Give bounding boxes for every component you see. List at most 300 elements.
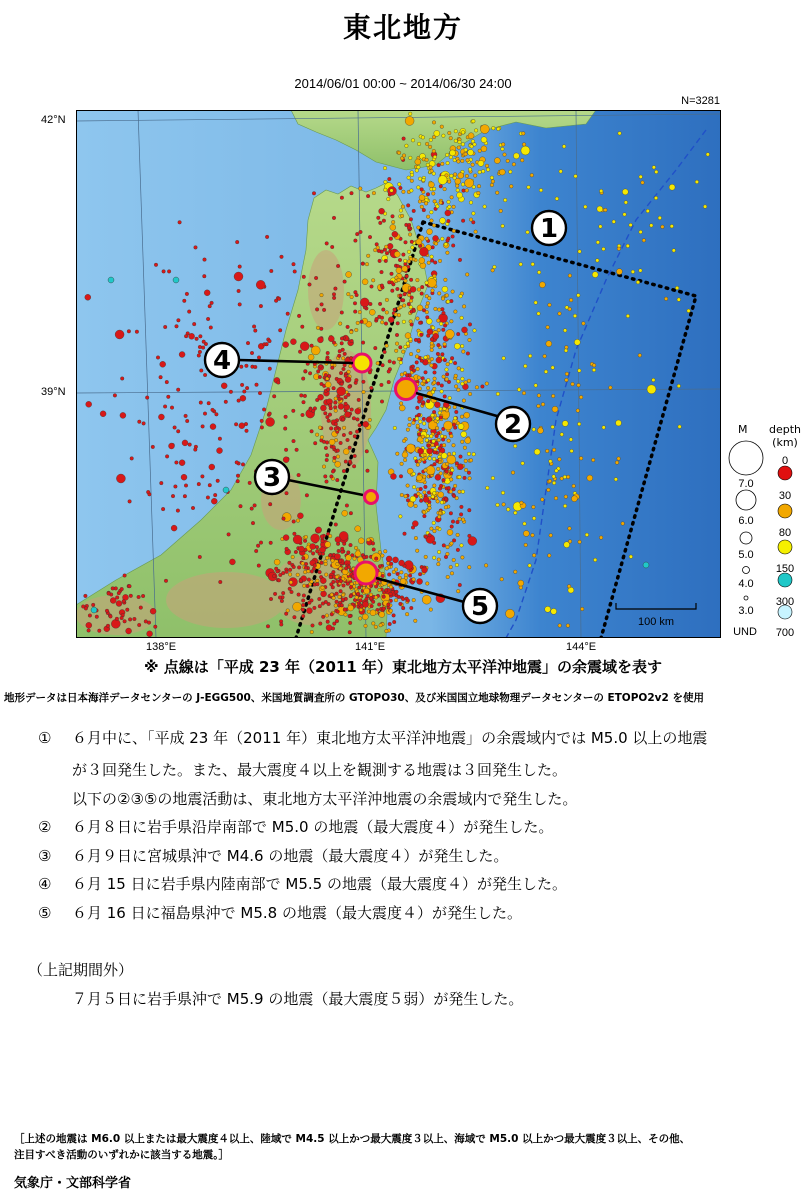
epicenter-dot xyxy=(335,580,339,584)
epicenter-dot xyxy=(365,450,369,454)
epicenter-dot xyxy=(350,408,354,412)
item-5 xyxy=(38,902,522,923)
epicenter-dot xyxy=(439,185,443,189)
epicenter-dot xyxy=(147,621,151,625)
epicenter-dot xyxy=(396,287,400,291)
epicenter-dot xyxy=(137,595,141,599)
epicenter-dot xyxy=(340,547,344,551)
epicenter-dot xyxy=(406,444,415,453)
epicenter-dot xyxy=(416,475,422,481)
epicenter-dot xyxy=(429,166,433,170)
epicenter-dot xyxy=(675,286,679,290)
epicenter-dot xyxy=(353,454,357,458)
epicenter-dot xyxy=(614,478,618,482)
epicenter-dot xyxy=(448,396,452,400)
epicenter-dot xyxy=(409,299,413,303)
epicenter-dot xyxy=(434,242,438,246)
epicenter-dot xyxy=(422,417,426,421)
svg-text:3: 3 xyxy=(262,463,282,493)
epicenter-dot xyxy=(412,472,416,476)
epicenter-dot xyxy=(411,581,415,585)
epicenter-dot xyxy=(534,449,540,455)
epicenter-dot xyxy=(398,258,402,262)
epicenter-dot xyxy=(456,589,460,593)
epicenter-dot xyxy=(433,200,437,204)
epicenter-dot xyxy=(387,573,391,577)
epicenter-dot xyxy=(355,596,359,600)
epicenter-dot xyxy=(176,509,180,513)
epicenter-dot xyxy=(472,452,476,456)
epicenter-dot xyxy=(347,393,351,397)
epicenter-dot xyxy=(427,448,433,454)
epicenter-dot xyxy=(400,571,404,575)
epicenter-dot xyxy=(465,179,474,188)
epicenter-dot xyxy=(537,428,543,434)
epicenter-dot xyxy=(206,317,210,321)
epicenter-dot xyxy=(360,605,364,609)
epicenter-map[interactable] xyxy=(76,110,721,638)
epicenter-dot xyxy=(331,366,335,370)
epicenter-dot xyxy=(303,539,307,543)
epicenter-dot xyxy=(197,482,201,486)
epicenter-dot xyxy=(450,542,454,546)
epicenter-dot xyxy=(224,400,228,404)
epicenter-dot xyxy=(369,302,373,306)
epicenter-dot xyxy=(430,219,434,223)
epicenter-dot xyxy=(562,145,566,149)
epicenter-dot xyxy=(304,562,308,566)
epicenter-dot xyxy=(427,261,431,265)
epicenter-dot xyxy=(530,173,534,177)
epicenter-dot xyxy=(218,437,222,441)
epicenter-dot xyxy=(549,534,553,538)
epicenter-dot xyxy=(300,342,309,351)
epicenter-dot xyxy=(147,631,153,637)
legend-m-3: 3.0 xyxy=(738,605,754,617)
outside-period-text: ７月５日に岩手県沖で M5.9 の地震（最大震度５弱）が発生した。 xyxy=(72,990,524,1008)
epicenter-dot xyxy=(427,378,431,382)
footnote-line-2: 注目すべき活動のいずれかに該当する地震。］ xyxy=(14,1149,230,1161)
epicenter-dot xyxy=(329,439,335,445)
epicenter-dot xyxy=(499,209,503,213)
epicenter-dot xyxy=(639,269,643,273)
epicenter-dot xyxy=(337,549,341,553)
epicenter-dot xyxy=(534,301,538,305)
epicenter-dot xyxy=(626,244,630,248)
epicenter-dot xyxy=(409,352,413,356)
epicenter-dot xyxy=(560,433,564,437)
epicenter-dot xyxy=(546,325,550,329)
epicenter-dot xyxy=(453,173,457,177)
epicenter-dot xyxy=(354,546,358,550)
epicenter-dot xyxy=(203,274,207,278)
epicenter-dot xyxy=(307,578,311,582)
epicenter-dot xyxy=(514,511,518,515)
epicenter-dot xyxy=(428,296,432,300)
epicenter-dot xyxy=(353,557,357,561)
epicenter-dot xyxy=(235,240,239,244)
epicenter-dot xyxy=(332,570,336,574)
epicenter-dot xyxy=(501,147,505,151)
epicenter-dot xyxy=(337,387,346,396)
epicenter-dot xyxy=(453,416,457,420)
epicenter-dot xyxy=(461,556,465,560)
epicenter-dot xyxy=(402,154,406,158)
epicenter-dot xyxy=(501,224,505,228)
epicenter-dot xyxy=(325,458,329,462)
epicenter-dot xyxy=(445,153,449,157)
epicenter-dot xyxy=(269,597,273,601)
epicenter-dot xyxy=(422,511,426,515)
epicenter-dot xyxy=(120,377,124,381)
epicenter-dot xyxy=(372,548,376,552)
epicenter-dot xyxy=(320,561,324,565)
epicenter-dot xyxy=(418,177,422,181)
epicenter-dot xyxy=(395,590,399,594)
epicenter-dot xyxy=(348,446,352,450)
epicenter-dot xyxy=(387,281,391,285)
epicenter-dot xyxy=(210,301,214,305)
epicenter-dot xyxy=(340,342,344,346)
epicenter-dot xyxy=(308,283,312,287)
epicenter-dot xyxy=(306,608,312,614)
epicenter-dot xyxy=(229,390,233,394)
epicenter-dot xyxy=(301,614,305,618)
epicenter-dot xyxy=(432,121,436,125)
epicenter-dot xyxy=(310,570,314,574)
epicenter-dot xyxy=(185,292,189,296)
event-3-marker xyxy=(365,491,378,504)
epicenter-dot xyxy=(199,401,203,405)
epicenter-dot xyxy=(448,131,452,135)
agency-credit: 気象庁・文部科学省 xyxy=(14,1176,132,1191)
epicenter-dot xyxy=(454,310,458,314)
epicenter-dot xyxy=(412,421,416,425)
epicenter-dot xyxy=(376,246,380,250)
epicenter-dot xyxy=(433,155,437,159)
epicenter-dot xyxy=(437,292,441,296)
epicenter-dot xyxy=(407,176,411,180)
epicenter-dot xyxy=(404,494,408,498)
epicenter-dot xyxy=(113,394,117,398)
epicenter-dot xyxy=(399,560,405,566)
epicenter-dot xyxy=(350,295,354,299)
epicenter-dot xyxy=(292,439,296,443)
epicenter-dot xyxy=(349,585,353,589)
epicenter-dot xyxy=(456,520,460,524)
epicenter-dot xyxy=(388,622,392,626)
epicenter-dot xyxy=(551,608,557,614)
epicenter-dot xyxy=(423,514,427,518)
epicenter-dot xyxy=(176,430,180,434)
epicenter-dot xyxy=(240,395,246,401)
epicenter-dot xyxy=(427,229,433,235)
outside-period-heading: （上記期間外） xyxy=(28,961,134,979)
epicenter-dot xyxy=(301,413,305,417)
epicenter-dot xyxy=(445,330,454,339)
epicenter-dot xyxy=(260,419,264,423)
epicenter-dot xyxy=(493,265,497,269)
epicenter-dot xyxy=(472,212,476,216)
epicenter-dot xyxy=(355,430,359,434)
epicenter-dot xyxy=(305,494,309,498)
epicenter-dot xyxy=(378,551,382,555)
epicenter-dot xyxy=(327,374,331,378)
epicenter-dot xyxy=(543,354,547,358)
item-5-text: ６月 16 日に福島県沖で M5.8 の地震（最大震度４）が発生した。 xyxy=(72,904,522,922)
epicenter-dot xyxy=(245,364,249,368)
epicenter-dot xyxy=(282,517,286,521)
epicenter-dot xyxy=(170,406,174,410)
callout-1 xyxy=(532,211,566,245)
epicenter-dot xyxy=(360,320,364,324)
item-1 xyxy=(38,727,707,748)
epicenter-dot xyxy=(371,279,375,283)
epicenter-dot xyxy=(244,422,248,426)
epicenter-dot xyxy=(236,479,240,483)
epicenter-dot xyxy=(273,592,277,596)
epicenter-dot xyxy=(406,342,410,346)
epicenter-dot xyxy=(563,475,567,479)
epicenter-dot xyxy=(602,247,606,251)
epicenter-dot xyxy=(654,196,658,200)
epicenter-dot xyxy=(154,263,158,267)
epicenter-dot xyxy=(108,277,114,283)
epicenter-dot xyxy=(223,487,229,493)
epicenter-dot xyxy=(437,319,441,323)
epicenter-dot xyxy=(462,399,466,403)
terrain-data-source: 地形データは日本海洋データセンターの J-EGG500、米国地質調査所の GTOPO30、及び米国国立地球物理データセンターの ETOPO2v2 を使用 xyxy=(4,692,704,704)
epicenter-dot xyxy=(652,378,656,382)
epicenter-dot xyxy=(334,427,338,431)
epicenter-dot xyxy=(357,398,361,402)
epicenter-dot xyxy=(452,205,456,209)
epicenter-dot xyxy=(432,149,436,153)
epicenter-dot xyxy=(456,533,460,537)
epicenter-dot xyxy=(367,538,371,542)
epicenter-dot xyxy=(474,129,478,133)
epicenter-dot xyxy=(425,142,429,146)
epicenter-dot xyxy=(453,361,457,365)
epicenter-dot xyxy=(468,392,472,396)
epicenter-dot xyxy=(347,370,351,374)
epicenter-dot xyxy=(481,385,485,389)
epicenter-dot xyxy=(420,333,424,337)
epicenter-dot xyxy=(178,221,182,225)
epicenter-dot xyxy=(484,564,488,568)
epicenter-dot xyxy=(410,296,414,300)
epicenter-dot xyxy=(156,356,160,360)
epicenter-dot xyxy=(334,409,338,413)
epicenter-dot xyxy=(409,320,413,324)
epicenter-dot xyxy=(410,367,414,371)
epicenter-dot xyxy=(324,562,328,566)
epicenter-dot xyxy=(426,215,430,219)
epicenter-dot xyxy=(444,506,448,510)
epicenter-dot xyxy=(115,617,119,621)
epicenter-dot xyxy=(384,589,388,593)
epicenter-dot xyxy=(570,449,574,453)
epicenter-dot xyxy=(566,624,570,628)
lat-label-39: 39°N xyxy=(41,386,66,398)
epicenter-dot xyxy=(437,562,441,566)
epicenter-dot xyxy=(278,596,282,600)
lon-label-141: 141°E xyxy=(355,641,386,653)
epicenter-dot xyxy=(440,125,444,129)
epicenter-dot xyxy=(308,354,314,360)
epicenter-dot xyxy=(358,538,364,544)
epicenter-dot xyxy=(330,245,334,249)
item-4 xyxy=(38,873,567,894)
epicenter-dot xyxy=(346,272,352,278)
epicenter-dot xyxy=(350,330,354,334)
epicenter-dot xyxy=(86,401,92,407)
epicenter-dot xyxy=(320,293,324,297)
epicenter-dot xyxy=(219,580,223,584)
epicenter-dot xyxy=(320,303,324,307)
epicenter-dot xyxy=(602,426,606,430)
epicenter-dot xyxy=(558,624,562,628)
epicenter-dot xyxy=(161,507,165,511)
epicenter-dot xyxy=(380,321,384,325)
epicenter-dot xyxy=(379,221,383,225)
epicenter-dot xyxy=(162,270,166,274)
epicenter-dot xyxy=(509,170,513,174)
event-4-marker xyxy=(353,354,371,372)
epicenter-dot xyxy=(371,600,375,604)
epicenter-dot xyxy=(398,183,402,187)
epicenter-dot xyxy=(471,163,475,167)
epicenter-dot xyxy=(412,598,416,602)
epicenter-dot xyxy=(467,452,471,456)
epicenter-dot xyxy=(436,417,440,421)
epicenter-dot xyxy=(437,558,441,562)
legend-depth-unit: (km) xyxy=(772,436,798,449)
epicenter-dot xyxy=(424,535,428,539)
epicenter-dot xyxy=(246,341,250,345)
epicenter-dot xyxy=(239,504,243,508)
epicenter-dot xyxy=(355,232,359,236)
epicenter-dot xyxy=(433,274,437,278)
epicenter-dot xyxy=(449,360,453,364)
epicenter-dot xyxy=(416,317,420,321)
epicenter-dot xyxy=(349,364,353,368)
epicenter-dot xyxy=(302,594,306,598)
epicenter-dot xyxy=(419,428,423,432)
epicenter-dot xyxy=(433,371,437,375)
epicenter-dot xyxy=(320,535,324,539)
epicenter-dot xyxy=(325,382,331,388)
epicenter-dot xyxy=(318,375,322,379)
epicenter-dot xyxy=(447,200,451,204)
epicenter-dot xyxy=(552,448,556,452)
epicenter-dot xyxy=(455,410,459,414)
epicenter-dot xyxy=(453,405,457,409)
epicenter-dot xyxy=(277,579,281,583)
epicenter-dot xyxy=(410,606,414,610)
epicenter-dot xyxy=(617,457,621,461)
epicenter-dot xyxy=(417,142,421,146)
epicenter-dot xyxy=(388,360,392,364)
epicenter-dot xyxy=(301,325,305,329)
epicenter-dot xyxy=(430,342,434,346)
callout-2 xyxy=(496,407,530,441)
epicenter-dot xyxy=(435,434,439,438)
epicenter-dot xyxy=(552,481,556,485)
epicenter-dot xyxy=(138,420,142,424)
epicenter-dot xyxy=(441,453,447,459)
epicenter-dot xyxy=(565,372,569,376)
epicenter-dot xyxy=(312,192,316,196)
epicenter-dot xyxy=(410,240,414,244)
epicenter-dot xyxy=(292,565,296,569)
epicenter-dot xyxy=(703,205,707,209)
epicenter-dot xyxy=(298,350,302,354)
epicenter-dot xyxy=(350,191,354,195)
epicenter-dot xyxy=(237,289,241,293)
epicenter-dot xyxy=(563,329,567,333)
epicenter-dot xyxy=(355,551,361,557)
epicenter-dot xyxy=(442,134,446,138)
epicenter-dot xyxy=(321,591,327,597)
epicenter-dot xyxy=(194,246,198,250)
epicenter-dot xyxy=(424,356,428,360)
epicenter-dot xyxy=(417,338,421,342)
epicenter-dot xyxy=(347,551,351,555)
epicenter-dot xyxy=(451,468,455,472)
epicenter-dot xyxy=(577,294,581,298)
epicenter-dot xyxy=(446,545,450,549)
epicenter-dot xyxy=(344,374,348,378)
epicenter-dot xyxy=(302,556,306,560)
epicenter-dot xyxy=(199,335,203,339)
epicenter-dot xyxy=(465,189,469,193)
epicenter-dot xyxy=(501,143,505,147)
epicenter-dot xyxy=(414,619,418,623)
epicenter-dot xyxy=(251,521,255,525)
epicenter-dot xyxy=(639,230,643,234)
epicenter-dot xyxy=(491,476,495,480)
epicenter-dot xyxy=(430,348,434,352)
epicenter-dot xyxy=(462,305,466,309)
epicenter-dot xyxy=(335,600,339,604)
epicenter-dot xyxy=(339,441,343,445)
epicenter-dot xyxy=(463,446,467,450)
epicenter-dot xyxy=(436,352,440,356)
epicenter-dot xyxy=(454,385,458,389)
epicenter-dot xyxy=(338,404,344,410)
epicenter-dot xyxy=(154,625,158,629)
epicenter-dot xyxy=(418,321,422,325)
epicenter-dot xyxy=(441,438,445,442)
epicenter-dot xyxy=(139,606,143,610)
epicenter-dot xyxy=(520,158,524,162)
epicenter-dot xyxy=(417,186,421,190)
epicenter-dot xyxy=(443,342,447,346)
epicenter-dot xyxy=(521,462,525,466)
epicenter-dot xyxy=(256,280,265,289)
epicenter-dot xyxy=(450,434,454,438)
epicenter-dot xyxy=(407,226,411,230)
epicenter-dot xyxy=(443,395,447,399)
epicenter-dot xyxy=(339,371,343,375)
epicenter-dot xyxy=(310,630,314,634)
epicenter-dot xyxy=(386,556,392,562)
epicenter-dot xyxy=(378,302,382,306)
epicenter-dot xyxy=(458,424,464,430)
epicenter-dot xyxy=(349,431,353,435)
epicenter-dot xyxy=(552,475,556,479)
